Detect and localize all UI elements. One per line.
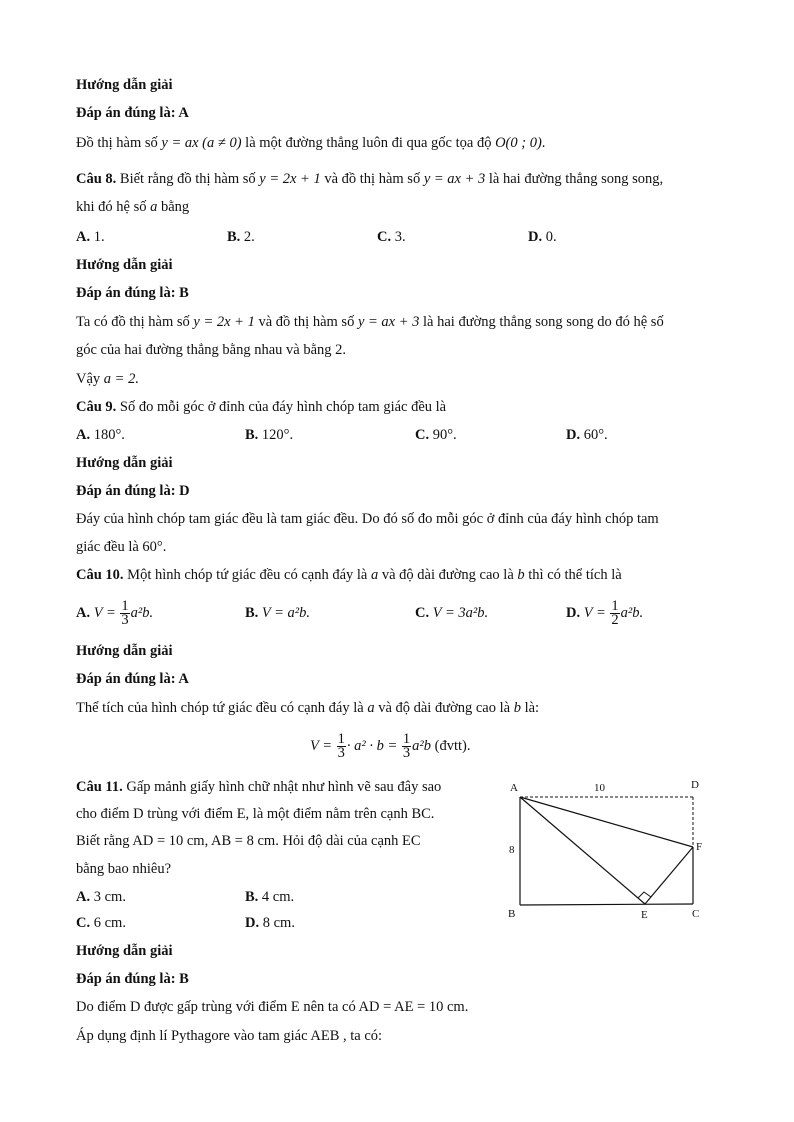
fraction: $\frac{1}{3}$ (121, 598, 129, 628)
question-11: Câu 11. Gấp mảnh giấy hình chữ nhật như hình vẽ sau đây sao (76, 779, 442, 795)
solution-q9-line1: Đáy của hình chóp tam giác đều là tam giác đều. Do đó số đo mỗi góc ở đỉnh của đáy hình chóp tam (76, 511, 659, 527)
q8-option-a: A. 1. (76, 229, 105, 245)
q11-option-b: B. 4 cm. (245, 889, 295, 905)
q9-option-c: C. 90°. (415, 427, 457, 443)
solution-q11-line1: Do điểm D được gấp trùng với điểm E nên ta có AD = AE = 10 cm. (76, 999, 469, 1015)
solution-q8-line1: Ta có đồ thị hàm số y = 2x + 1 và đồ thị hàm số y = ax + 3 là hai đường thẳng song song do đó hệ số (76, 314, 664, 330)
volume-formula: V = $\frac{1}{3}$ · a² · b = $\frac{1}{3}$ a²b (đvtt). (310, 731, 471, 761)
explanation-q7: Đồ thị hàm số y = ax (a ≠ 0) là một đường thẳng luôn đi qua gốc tọa độ O(0 ; 0). (76, 135, 546, 151)
q9-option-b: B. 120°. (245, 427, 294, 443)
folded-rectangle-figure (500, 776, 720, 926)
q9-option-d: D. 60°. (566, 427, 608, 443)
label-b: B (508, 908, 516, 920)
solution-heading-q9: Hướng dẫn giải (76, 455, 173, 471)
length-ad: 10 (594, 782, 605, 794)
solution-q11-line2: Áp dụng định lí Pythagore vào tam giác AEB , ta có: (76, 1028, 383, 1044)
question-10: Câu 10. Một hình chóp tứ giác đều có cạnh đáy là a và độ dài đường cao là b thì có thể tích là (76, 567, 622, 583)
solution-heading-q7: Hướng dẫn giải (76, 77, 173, 93)
solution-heading-q8: Hướng dẫn giải (76, 257, 173, 273)
q10-option-a: A. V = $\frac{1}{3}$ a²b. (76, 598, 154, 628)
answer-q11: Đáp án đúng là: B (76, 971, 189, 987)
question-9: Câu 9. Số đo mỗi góc ở đỉnh của đáy hình chóp tam giác đều là (76, 399, 447, 415)
solution-heading-q11: Hướng dẫn giải (76, 943, 173, 959)
question-8: Câu 8. Biết rằng đồ thị hàm số y = 2x + 1 và đồ thị hàm số y = ax + 3 là hai đường thẳng song song, (76, 171, 664, 187)
right-angle-mark (638, 892, 651, 898)
edge-ae (520, 797, 645, 904)
question-11-line4: bằng bao nhiêu? (76, 861, 172, 877)
q10-option-c: C. V = 3a²b. (415, 605, 489, 621)
q11-option-a: A. 3 cm. (76, 889, 126, 905)
label-a: A (510, 782, 518, 794)
fraction: $\frac{1}{3}$ (337, 731, 345, 761)
q11-option-d: D. 8 cm. (245, 915, 295, 931)
q10-option-b: B. V = a²b. (245, 605, 311, 621)
q9-option-a: A. 180°. (76, 427, 125, 443)
q8-option-c: C. 3. (377, 229, 406, 245)
length-ab: 8 (509, 844, 515, 856)
fold-line-af (520, 797, 693, 847)
solution-q8-line3: Vậy a = 2. (76, 371, 139, 387)
solution-heading-q10: Hướng dẫn giải (76, 643, 173, 659)
fraction: $\frac{1}{3}$ (402, 731, 411, 761)
solution-q9-line2: giác đều là 60°. (76, 539, 167, 555)
label-e: E (641, 909, 648, 921)
solution-q10-line1: Thể tích của hình chóp tứ giác đều có cạnh đáy là a và độ dài đường cao là b là: (76, 700, 540, 716)
edge-bc (520, 904, 693, 905)
question-11-line3: Biết rằng AD = 10 cm, AB = 8 cm. Hỏi độ dài của cạnh EC (76, 833, 421, 849)
answer-q10: Đáp án đúng là: A (76, 671, 189, 687)
question-11-line2: cho điểm D trùng với điểm E, là một điểm nằm trên cạnh BC. (76, 806, 435, 822)
q8-option-b: B. 2. (227, 229, 255, 245)
fraction: $\frac{1}{2}$ (611, 598, 619, 628)
solution-q8-line2: góc của hai đường thẳng bằng nhau và bằng 2. (76, 342, 347, 358)
edge-ef (645, 847, 693, 904)
q10-option-d: D. V = $\frac{1}{2}$ a²b. (566, 598, 644, 628)
answer-q7: Đáp án đúng là: A (76, 105, 189, 121)
answer-q9: Đáp án đúng là: D (76, 483, 190, 499)
q8-option-d: D. 0. (528, 229, 557, 245)
label-c: C (692, 908, 700, 920)
question-8-line2: khi đó hệ số a bằng (76, 199, 190, 215)
label-f: F (696, 841, 703, 853)
answer-q8: Đáp án đúng là: B (76, 285, 189, 301)
label-d: D (691, 779, 699, 791)
q11-option-c: C. 6 cm. (76, 915, 126, 931)
